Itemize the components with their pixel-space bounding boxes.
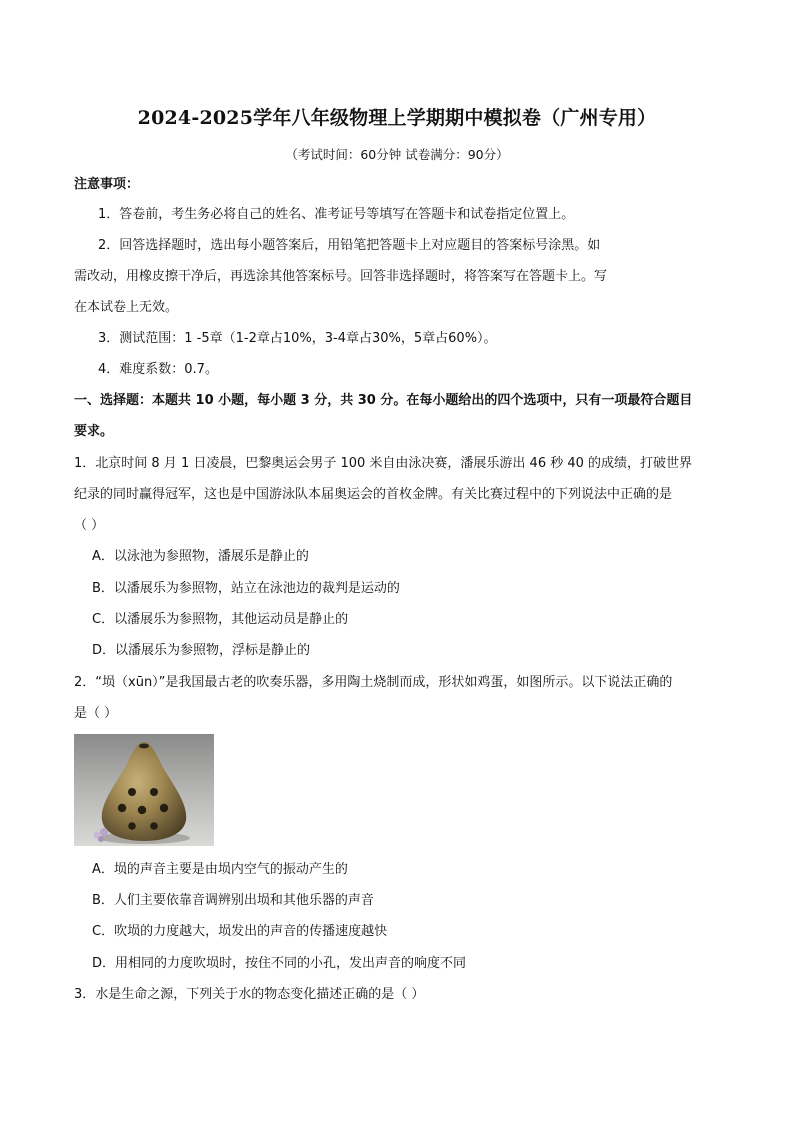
q1-option-c: C．以潘展乐为参照物，其他运动员是静止的: [92, 612, 349, 627]
exam-info: （考试时间：60分钟 试卷满分：90分）: [285, 147, 509, 162]
q2-option-d: D．用相同的力度吹埙时，按住不同的小孔，发出声音的响度不同: [92, 956, 467, 971]
notice-heading: 注意事项：: [74, 177, 140, 192]
notice-item-3: 3．测试范围：1 -5章（1-2章占10%，3-4章占30%，5章占60%）。: [98, 331, 497, 346]
q1-line-3: （ ）: [74, 518, 105, 533]
notice-item-2-line-2: 需改动，用橡皮擦干净后，再选涂其他答案标号。回答非选择题时，将答案写在答题卡上。写: [74, 269, 608, 284]
q1-line-2: 纪录的同时赢得冠军，这也是中国游泳队本届奥运会的首枚金牌。有关比赛过程中的下列说法中正确的是: [74, 487, 673, 502]
notice-item-1: 1．答卷前，考生务必将自己的姓名、准考证号等填写在答题卡和试卷指定位置上。: [98, 207, 575, 222]
q2-line-1: 2．“埙（xūn）”是我国最古老的吹奏乐器，多用陶土烧制而成，形状如鸡蛋，如图所示。以下说法正确的: [74, 675, 673, 690]
notice-item-4: 4．难度系数：0.7。: [98, 362, 218, 377]
xun-instrument-illustration: [74, 734, 214, 846]
notice-item-2-line-3: 在本试卷上无效。: [74, 300, 179, 315]
page-title: 2024-2025学年八年级物理上学期期中模拟卷（广州专用）: [137, 107, 657, 129]
q2-option-a: A．埙的声音主要是由埙内空气的振动产生的: [92, 862, 348, 877]
q3-line-1: 3．水是生命之源，下列关于水的物态变化描述正确的是（ ）: [74, 987, 425, 1002]
q1-option-d: D．以潘展乐为参照物，浮标是静止的: [92, 643, 311, 658]
section-1-heading-line-1: 一、选择题：本题共 10 小题，每小题 3 分，共 30 分。在每小题给出的四个选项中，只有一项最符合题目: [74, 393, 693, 408]
notice-item-2-line-1: 2．回答选择题时，选出每小题答案后，用铅笔把答题卡上对应题目的答案标号涂黑。如: [98, 238, 601, 253]
q2-line-2: 是（ ）: [74, 706, 118, 721]
q1-line-1: 1．北京时间 8 月 1 日凌晨，巴黎奥运会男子 100 米自由泳决赛，潘展乐游出 46 秒 40 的成绩，打破世界: [74, 456, 693, 471]
q1-option-a: A．以泳池为参照物，潘展乐是静止的: [92, 549, 309, 564]
xun-instrument-image: [74, 734, 214, 846]
q2-option-c: C．吹埙的力度越大，埙发出的声音的传播速度越快: [92, 924, 388, 939]
q1-option-b: B．以潘展乐为参照物，站立在泳池边的裁判是运动的: [92, 581, 400, 596]
section-1-heading-line-2: 要求。: [74, 424, 114, 439]
q2-option-b: B．人们主要依靠音调辨别出埙和其他乐器的声音: [92, 893, 374, 908]
